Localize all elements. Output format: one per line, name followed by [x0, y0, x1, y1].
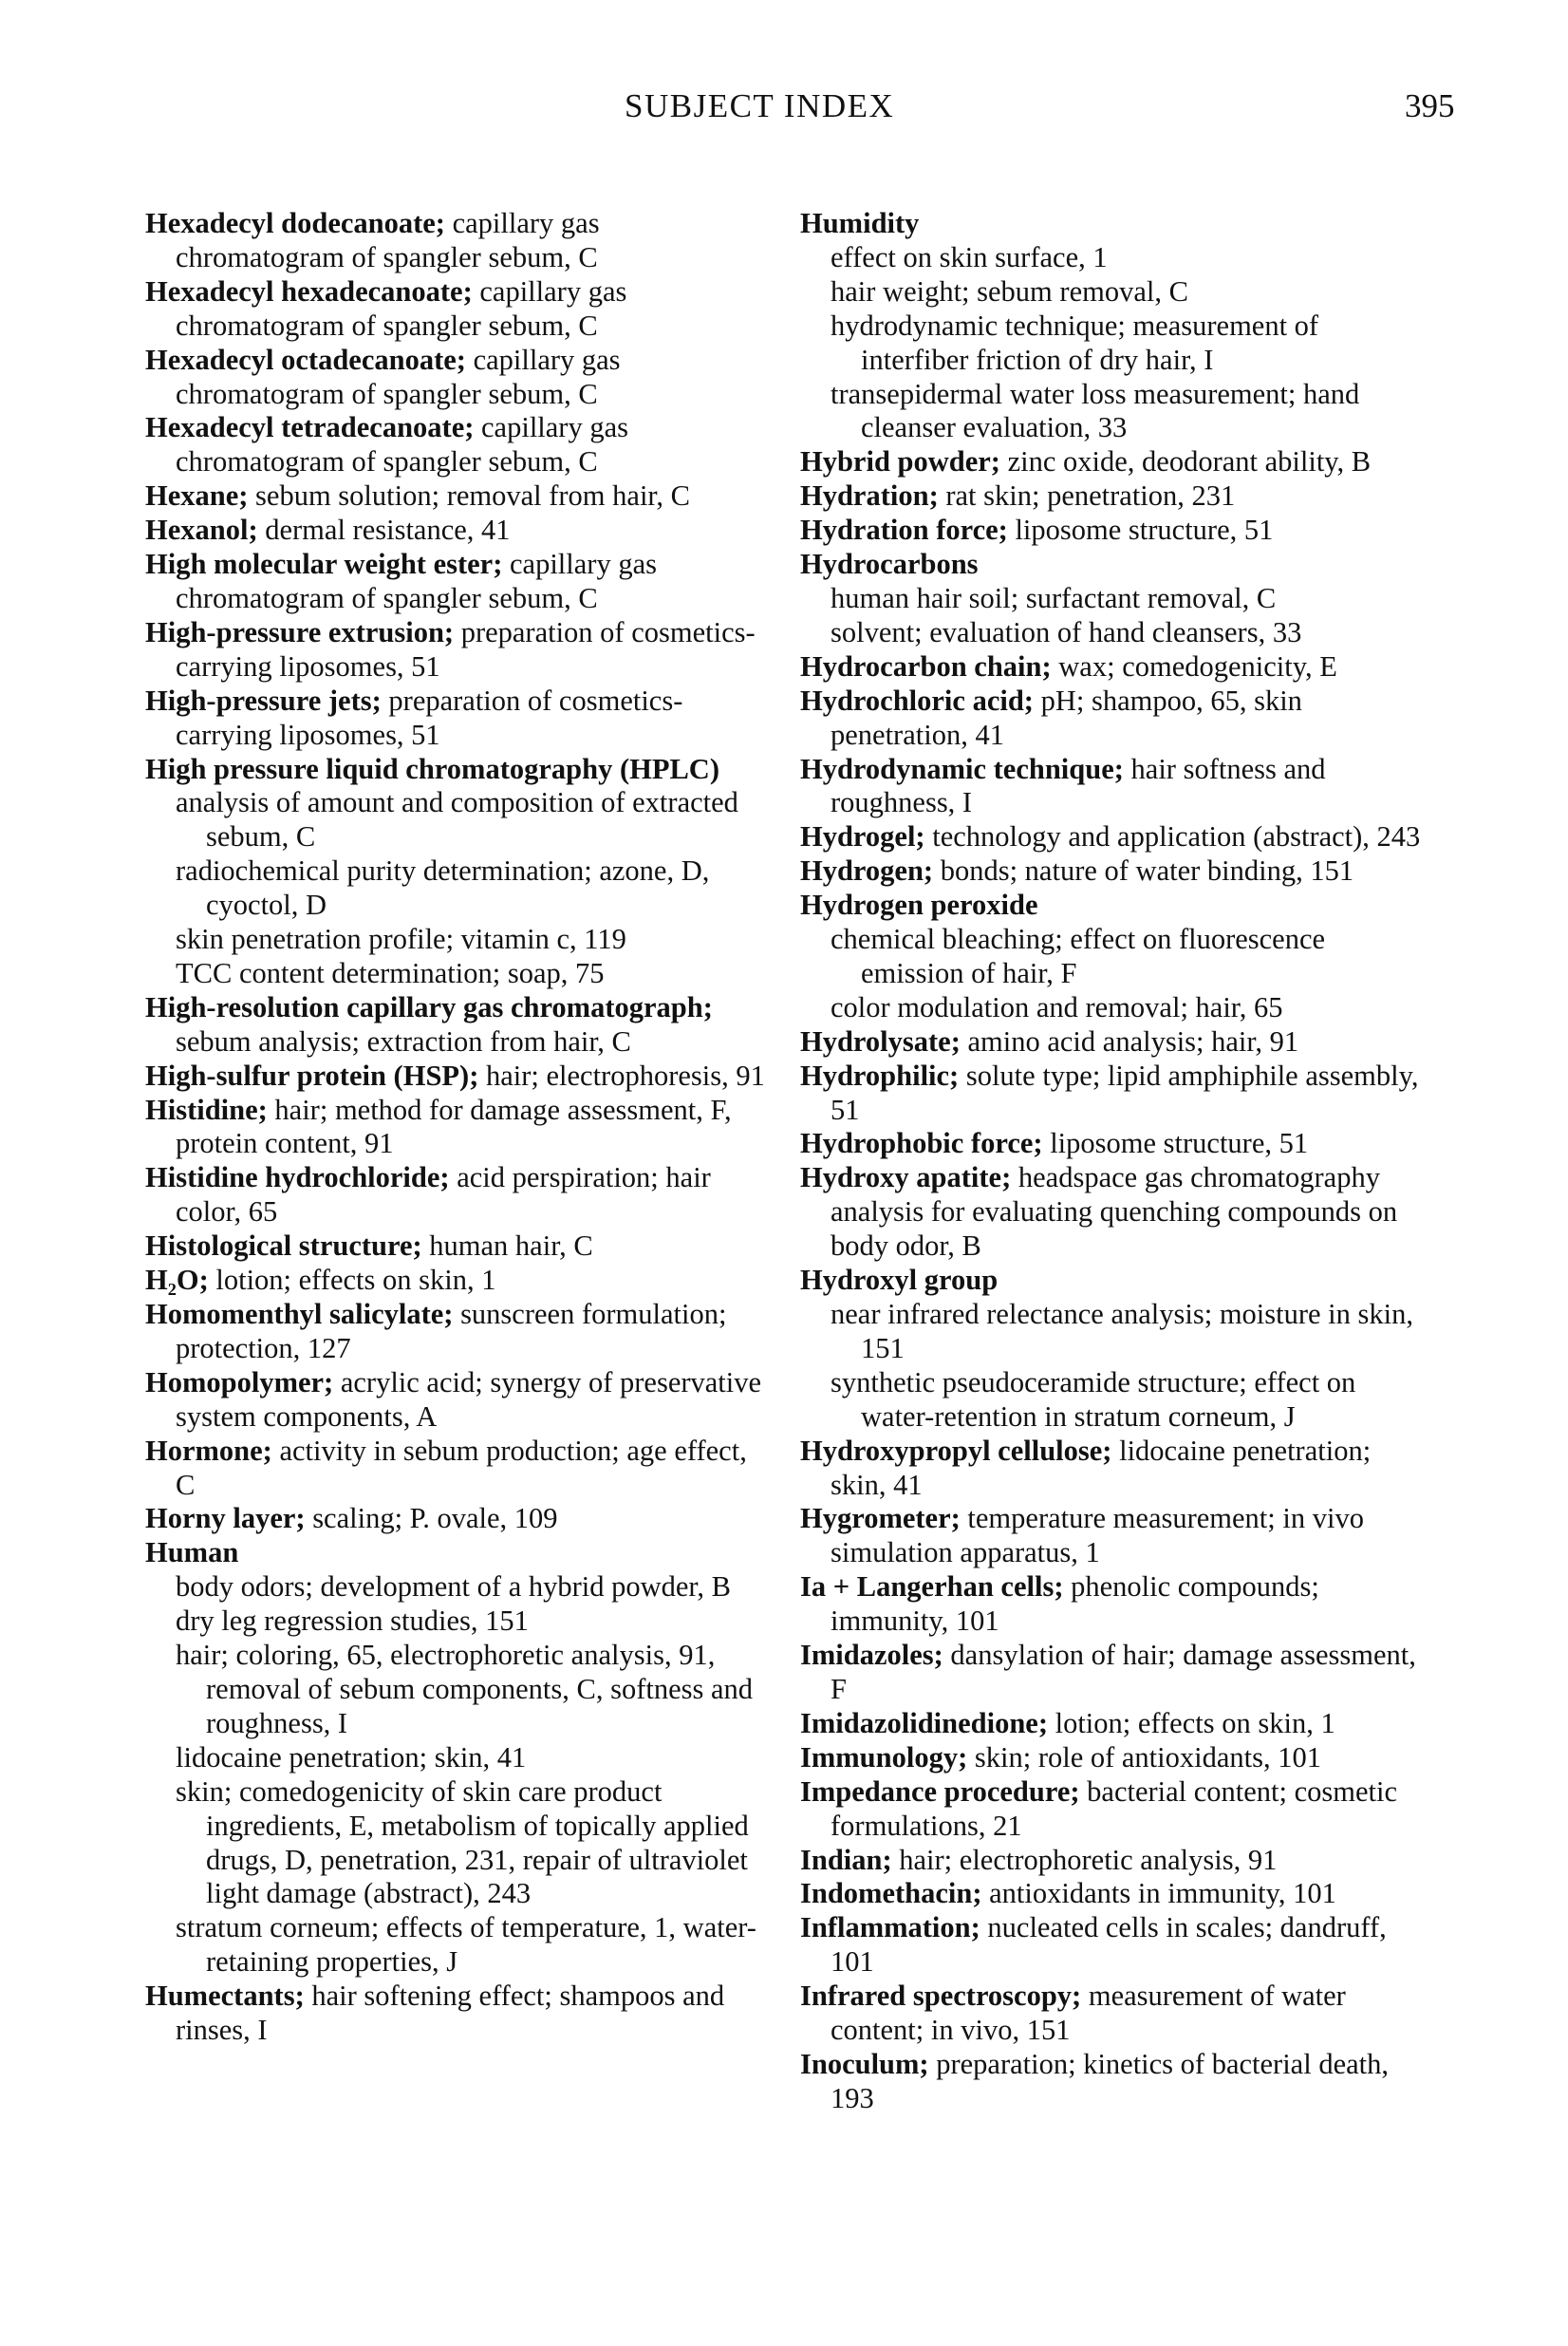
index-description: preparation of cosmetics-carrying liposomes, 51: [176, 615, 756, 683]
index-term: H₂O;: [145, 1264, 209, 1297]
page-header: [0, 87, 1568, 144]
index-description: human hair, C: [429, 1229, 593, 1263]
index-description: capillary gas chromatogram of spangler sebum, C: [176, 343, 621, 410]
index-term: High-pressure extrusion;: [145, 615, 455, 648]
index-term: Hydrophilic;: [800, 1059, 960, 1092]
index-description: measurement of water content; in vivo, 151: [831, 1980, 1346, 2047]
index-entry: [145, 753, 772, 787]
index-entry: [800, 1025, 1427, 1060]
index-description: bacterial content; cosmetic formulations, 21: [831, 1774, 1398, 1842]
index-term: Homomenthyl salicylate;: [145, 1298, 454, 1330]
index-subentry: hair; coloring, 65, electrophoretic analysis, 91, removal of sebum components, C, softness and roughness, I: [176, 1639, 754, 1739]
index-entry: [800, 753, 1427, 821]
index-description: headspace gas chromatography analysis for evaluating quenching compounds on body odor, B: [831, 1161, 1398, 1263]
index-subentry: body odors; development of a hybrid powder, B: [176, 1570, 731, 1604]
index-entry: [800, 548, 1427, 582]
index-entry: [800, 1639, 1427, 1707]
index-term: Hydrolysate;: [800, 1024, 961, 1058]
index-description: capillary gas chromatogram of spangler sebum, C: [176, 207, 600, 273]
index-description: hair; method for damage assessment, F, protein content, 91: [176, 1093, 732, 1160]
index-entry: [145, 685, 772, 753]
index-term: Hexadecyl dodecanoate;: [145, 207, 445, 239]
index-entry: [145, 616, 772, 685]
index-description: skin; role of antioxidants, 101: [974, 1740, 1321, 1774]
index-term: Homopolymer;: [145, 1365, 334, 1398]
index-subentry: skin; comedogenicity of skin care product ingredients, E, metabolism of topically applied drugs, D, penetration, 231, repair of ultraviolet light damage (abstract), 243: [176, 1774, 749, 1910]
index-entry: [145, 1366, 772, 1435]
index-term: Hydrochloric acid;: [800, 684, 1034, 717]
index-subentry: radiochemical purity determination; azone, D, cyoctol, D: [176, 854, 710, 922]
index-entry: [145, 344, 772, 412]
index-term: High molecular weight ester;: [145, 548, 503, 581]
index-description: preparation; kinetics of bacterial death, 193: [831, 2047, 1389, 2114]
index-description: scaling; P. ovale, 109: [312, 1502, 558, 1535]
index-description: capillary gas chromatogram of spangler sebum, C: [176, 274, 627, 342]
index-subentry: color modulation and removal; hair, 65: [831, 990, 1283, 1023]
index-entry: [145, 514, 772, 548]
index-term: Impedance procedure;: [800, 1774, 1080, 1808]
index-description: zinc oxide, deodorant ability, B: [1007, 445, 1372, 479]
index-term: Indian;: [800, 1843, 892, 1876]
index-subentry: hair weight; sebum removal, C: [831, 274, 1188, 308]
index-entry: [800, 2048, 1427, 2116]
index-subentry: skin penetration profile; vitamin c, 119: [176, 923, 626, 956]
index-term: Hexanol;: [145, 514, 258, 547]
index-description: liposome structure, 51: [1050, 1127, 1309, 1160]
index-term: High-pressure jets;: [145, 684, 382, 717]
index-description: hair softening effect; shampoos and rinses, I: [176, 1980, 725, 2047]
index-subentry: effect on skin surface, 1: [831, 240, 1108, 273]
index-entry: [800, 685, 1427, 753]
index-entry: [800, 1980, 1427, 2048]
index-description: lidocaine penetration; skin, 41: [831, 1434, 1372, 1501]
index-entry: [145, 411, 772, 479]
index-term: Hydrogen peroxide: [800, 889, 1038, 922]
index-entry: [145, 1502, 772, 1536]
index-entry: [145, 1980, 772, 2048]
index-description: dansylation of hair; damage assessment, F: [831, 1639, 1416, 1705]
index-entry: [800, 1707, 1427, 1741]
index-description: wax; comedogenicity, E: [1058, 649, 1337, 683]
index-subentry: human hair soil; surfactant removal, C: [831, 581, 1277, 614]
index-term: Hydroxypropyl cellulose;: [800, 1434, 1112, 1467]
index-term: Imidazolidinedione;: [800, 1706, 1048, 1739]
page-title: SUBJECT INDEX: [625, 87, 895, 124]
index-entry: [800, 514, 1427, 548]
index-term: Hydrophobic force;: [800, 1127, 1043, 1160]
index-entry: [145, 275, 772, 344]
index-entry: [145, 1094, 772, 1162]
index-entry: [800, 820, 1427, 854]
index-description: antioxidants in immunity, 101: [989, 1877, 1336, 1910]
index-description: activity in sebum production; age effect, C: [176, 1434, 747, 1501]
index-entry: [800, 1264, 1427, 1298]
index-term: Hydrogel;: [800, 820, 925, 854]
index-description: liposome structure, 51: [1015, 514, 1274, 547]
index-description: hair; electrophoretic analysis, 91: [899, 1843, 1278, 1876]
index-term: Hydrocarbons: [800, 548, 979, 581]
index-description: phenolic compounds; immunity, 101: [831, 1570, 1319, 1638]
index-term: Hydrodynamic technique;: [800, 752, 1124, 785]
index-term: High-resolution capillary gas chromatograph;: [145, 990, 713, 1023]
index-description: sunscreen formulation; protection, 127: [176, 1298, 727, 1364]
index-description: sebum solution; removal from hair, C: [255, 479, 690, 513]
index-term: Hydroxy apatite;: [800, 1161, 1012, 1194]
index-term: Horny layer;: [145, 1502, 306, 1535]
index-term: High-sulfur protein (HSP);: [145, 1059, 479, 1092]
index-subentry: lidocaine penetration; skin, 41: [176, 1740, 527, 1774]
index-term: Hexadecyl hexadecanoate;: [145, 274, 473, 308]
index-entry: [800, 1060, 1427, 1128]
index-entry: [800, 207, 1427, 241]
index-entry: [800, 1570, 1427, 1639]
index-description: acrylic acid; synergy of preservative system components, A: [176, 1365, 762, 1433]
index-description: preparation of cosmetics-carrying liposomes, 51: [176, 684, 683, 751]
index-entry: [800, 854, 1427, 889]
index-description: solute type; lipid amphiphile assembly, 51: [831, 1059, 1419, 1126]
index-term: Indomethacin;: [800, 1877, 982, 1910]
index-description: pH; shampoo, 65, skin penetration, 41: [831, 684, 1302, 751]
index-description: sebum analysis; extraction from hair, C: [176, 1024, 631, 1058]
index-subentry: transepidermal water loss measurement; hand cleanser evaluation, 33: [831, 377, 1360, 444]
index-term: Hormone;: [145, 1434, 272, 1467]
index-description: capillary gas chromatogram of spangler sebum, C: [176, 411, 628, 479]
index-term: Histidine hydrochloride;: [145, 1161, 450, 1194]
index-term: Human: [145, 1536, 239, 1569]
index-column-right: [800, 207, 1427, 2116]
index-entry: [800, 1127, 1427, 1161]
index-subentry: hydrodynamic technique; measurement of interfiber friction of dry hair, I: [831, 309, 1319, 376]
index-entry: [145, 1161, 772, 1229]
index-entry: [800, 650, 1427, 685]
index-term: Inoculum;: [800, 2047, 929, 2080]
index-term: Inflammation;: [800, 1911, 980, 1944]
index-term: Hexadecyl tetradecanoate;: [145, 411, 475, 444]
index-entry: [145, 1435, 772, 1503]
index-entry: [800, 445, 1427, 479]
index-entry: [800, 1502, 1427, 1570]
index-term: Infrared spectroscopy;: [800, 1980, 1082, 2013]
index-term: Hydration;: [800, 479, 939, 513]
index-entry: [145, 1536, 772, 1570]
index-term: Hexane;: [145, 479, 249, 513]
index-subentry: synthetic pseudoceramide structure; effect on water-retention in stratum corneum, J: [831, 1365, 1356, 1433]
index-term: Ia + Langerhan cells;: [800, 1570, 1064, 1604]
index-term: Hydroxyl group: [800, 1264, 999, 1297]
index-term: Hygrometer;: [800, 1502, 961, 1535]
index-description: amino acid analysis; hair, 91: [967, 1024, 1299, 1058]
index-entry: [800, 1911, 1427, 1980]
index-term: Hexadecyl octadecanoate;: [145, 343, 466, 376]
index-entry: [800, 1161, 1427, 1264]
index-entry: [800, 1877, 1427, 1911]
index-term: Imidazoles;: [800, 1639, 943, 1672]
index-term: Histidine;: [145, 1093, 268, 1126]
index-term: Immunology;: [800, 1740, 968, 1774]
index-term: High pressure liquid chromatography (HPLC): [145, 752, 719, 785]
index-entry: [145, 207, 772, 275]
index-term: Hybrid powder;: [800, 445, 1000, 479]
index-entry: [145, 1264, 772, 1298]
index-term: Histological structure;: [145, 1229, 422, 1263]
index-entry: [145, 1060, 772, 1094]
index-description: rat skin; penetration, 231: [945, 479, 1236, 513]
index-term: Hydrocarbon chain;: [800, 649, 1052, 683]
index-description: technology and application (abstract), 243: [932, 820, 1421, 854]
index-entry: [800, 1435, 1427, 1503]
index-entry: [800, 1775, 1427, 1844]
index-term: Humidity: [800, 207, 920, 239]
index-description: acid perspiration; hair color, 65: [176, 1161, 711, 1229]
index-entry: [145, 1298, 772, 1366]
index-subentry: dry leg regression studies, 151: [176, 1605, 529, 1638]
index-entry: [800, 479, 1427, 514]
index-description: lotion; effects on skin, 1: [1055, 1706, 1335, 1739]
index-subentry: near infrared relectance analysis; moisture in skin, 151: [831, 1298, 1413, 1364]
index-entry: [145, 1229, 772, 1264]
index-description: bonds; nature of water binding, 151: [940, 854, 1354, 888]
index-description: dermal resistance, 41: [265, 514, 511, 547]
index-entry: [800, 1741, 1427, 1775]
index-subentry: stratum corneum; effects of temperature, 1, water-retaining properties, J: [176, 1911, 756, 1979]
index-description: hair; electrophoresis, 91: [485, 1059, 765, 1092]
index-term: Hydrogen;: [800, 854, 934, 888]
index-entry: [800, 889, 1427, 923]
index-description: nucleated cells in scales; dandruff, 101: [831, 1911, 1387, 1979]
index-column-left: [145, 207, 772, 2048]
index-description: capillary gas chromatogram of spangler sebum, C: [176, 548, 657, 614]
index-entry: [145, 548, 772, 616]
page-number: 395: [1405, 87, 1455, 124]
index-entry: [145, 479, 772, 514]
index-term: Humectants;: [145, 1980, 305, 2013]
index-subentry: solvent; evaluation of hand cleansers, 33: [831, 615, 1302, 648]
index-description: temperature measurement; in vivo simulation apparatus, 1: [831, 1502, 1364, 1569]
index-subentry: chemical bleaching; effect on fluorescence emission of hair, F: [831, 923, 1326, 989]
index-entry: [145, 991, 772, 1060]
index-subentry: analysis of amount and composition of extracted sebum, C: [176, 786, 738, 854]
index-term: Hydration force;: [800, 514, 1008, 547]
index-description: lotion; effects on skin, 1: [215, 1264, 496, 1297]
index-entry: [800, 1844, 1427, 1878]
index-subentry: TCC content determination; soap, 75: [176, 956, 605, 989]
index-description: hair softness and roughness, I: [831, 752, 1326, 819]
